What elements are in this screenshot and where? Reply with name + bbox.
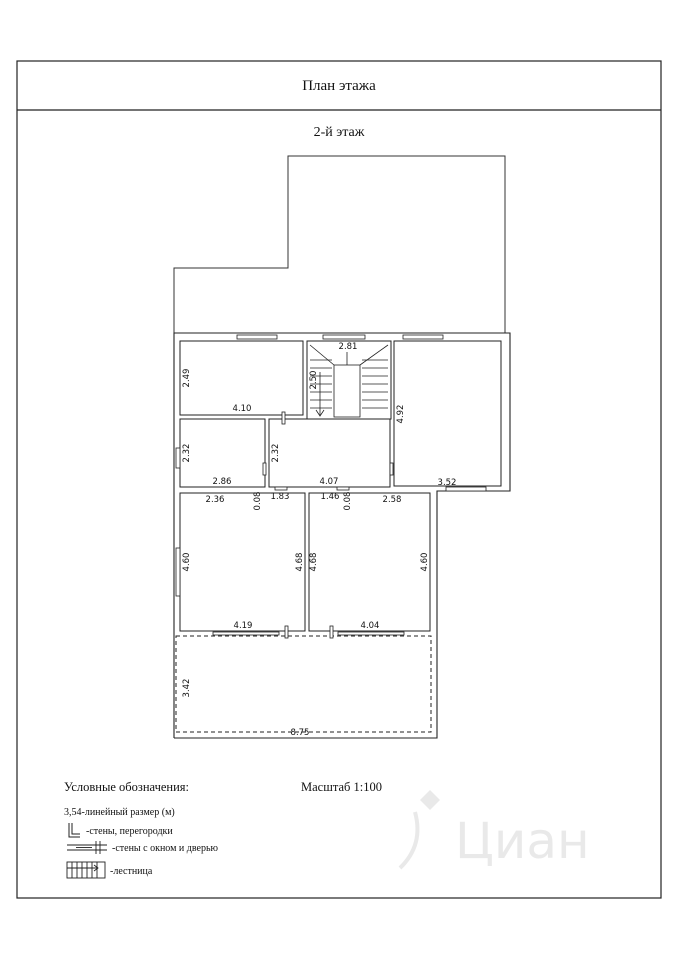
dim-r3-w: 3.52 bbox=[437, 478, 457, 488]
terrace bbox=[176, 636, 431, 732]
wall-window-door-symbol-icon bbox=[67, 841, 107, 854]
roof-outline bbox=[174, 156, 505, 333]
sheet-frame bbox=[17, 61, 661, 898]
dim-wall-b: 0.08 bbox=[343, 491, 353, 511]
legend bbox=[64, 780, 382, 878]
legend-item-window-door: -стены с окном и дверью bbox=[112, 843, 219, 854]
legend-title: Условные обозначения: bbox=[64, 780, 190, 794]
dim-r4-h-right: 4.68 bbox=[295, 552, 305, 572]
scale-label: Масштаб 1:100 bbox=[301, 780, 382, 794]
staircase-symbol-icon bbox=[67, 862, 105, 878]
dim-r5-w-top2: 2.58 bbox=[382, 495, 402, 505]
room-3 bbox=[394, 341, 501, 486]
floor-label: 2-й этаж bbox=[313, 125, 365, 140]
dim-r5-h-right: 4.60 bbox=[420, 552, 430, 572]
sheet-title: План этажа bbox=[302, 78, 376, 94]
wall-symbol-icon bbox=[69, 823, 80, 837]
dim-r5-w-bottom: 4.04 bbox=[360, 621, 380, 631]
room-5 bbox=[309, 493, 430, 631]
dim-r4-h-left: 4.60 bbox=[182, 552, 192, 572]
dim-stair-h: 2.50 bbox=[309, 370, 319, 390]
dim-r1-w: 4.10 bbox=[232, 404, 252, 414]
dim-r2-w: 2.86 bbox=[212, 477, 232, 487]
watermark bbox=[400, 790, 590, 870]
legend-item-walls: -стены, перегородки bbox=[86, 826, 173, 837]
cian-logo-icon bbox=[400, 790, 440, 868]
dim-hall-h: 2.32 bbox=[271, 443, 281, 463]
legend-item-staircase: -лестница bbox=[110, 866, 153, 877]
dim-hall-w: 4.07 bbox=[319, 477, 339, 487]
dim-terrace-w: 8.75 bbox=[290, 728, 310, 738]
dim-wall-a: 0.08 bbox=[253, 491, 263, 511]
dim-r3-h: 4.92 bbox=[396, 404, 406, 424]
dim-gap-a: 1.83 bbox=[270, 492, 290, 502]
dimension-labels bbox=[182, 342, 456, 738]
dim-r5-h-left: 4.68 bbox=[309, 552, 319, 572]
dim-r4-w-bottom: 4.19 bbox=[233, 621, 253, 631]
dim-r5-w-top: 1.46 bbox=[320, 492, 340, 502]
dim-r1-h: 2.49 bbox=[182, 368, 192, 388]
dim-r4-w-top: 2.36 bbox=[205, 495, 225, 505]
dim-terrace-h: 3.42 bbox=[182, 678, 192, 698]
stair-treads bbox=[310, 345, 388, 417]
outer-walls bbox=[174, 333, 510, 738]
room-4 bbox=[180, 493, 305, 631]
watermark-text: Циан bbox=[455, 812, 590, 870]
dim-stair-w: 2.81 bbox=[338, 342, 358, 352]
legend-item-dimension: 3,54-линейный размер (м) bbox=[64, 807, 175, 818]
dim-r2-h: 2.32 bbox=[182, 443, 192, 463]
